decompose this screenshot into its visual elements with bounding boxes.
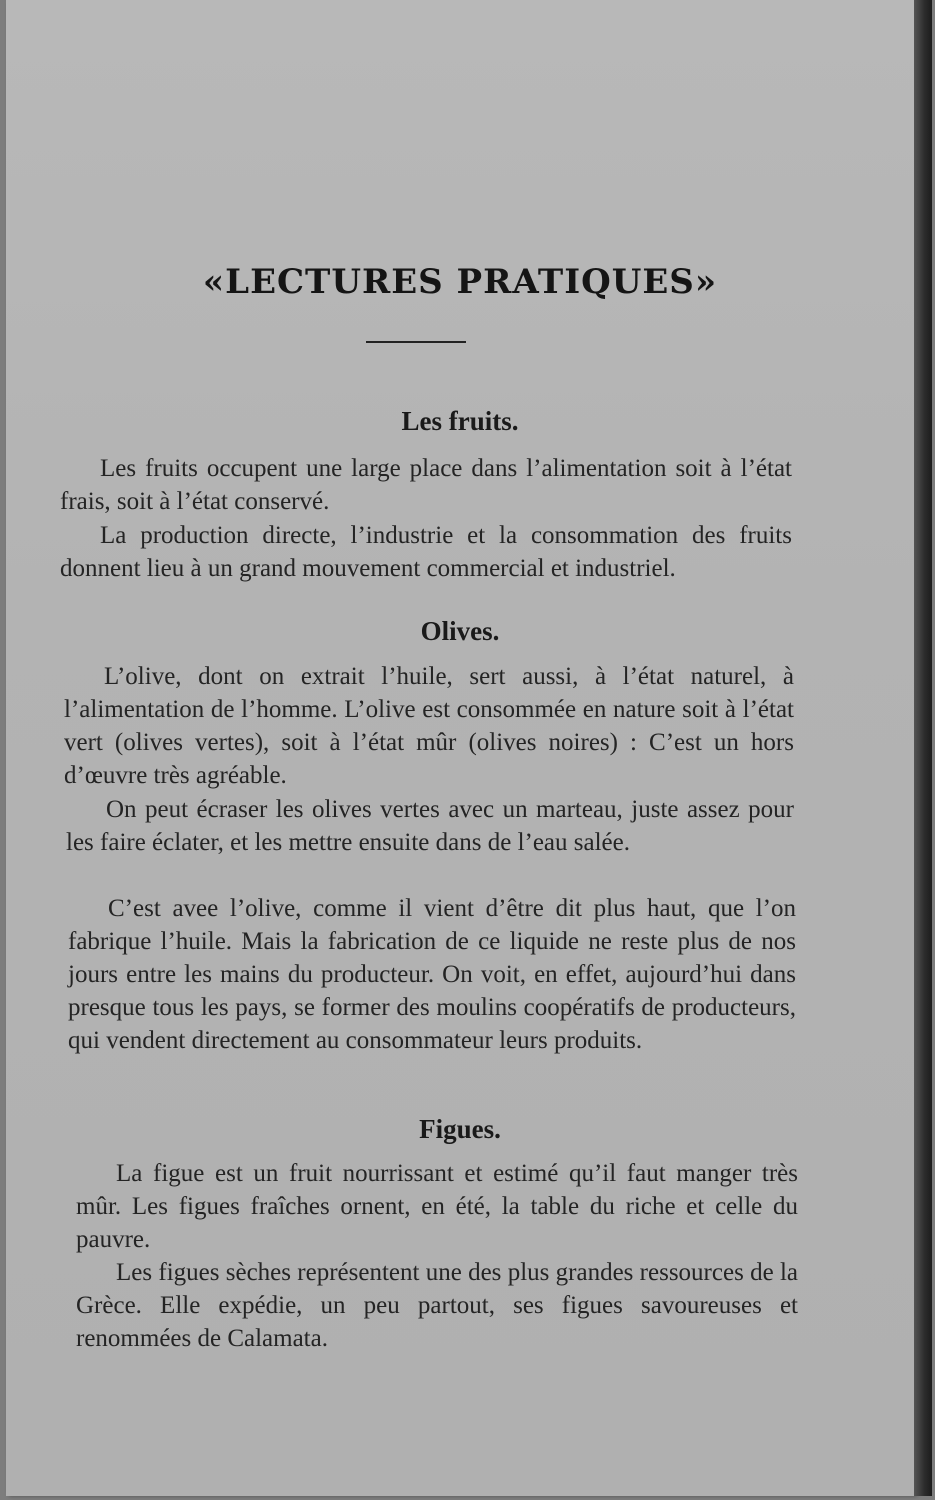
paragraph-figues-1: La figue est un fruit nourrissant et estimé qu’il faut manger très mûr. Les figues fraîches ornent, en été, la table du riche et celle du pauvre.	[76, 1160, 798, 1253]
paragraph-olives-2: On peut écraser les olives vertes avec un marteau, juste assez pour les faire éclater, et les mettre ensuite dans de l’eau salée.	[66, 796, 794, 856]
paragraph-olives-1: L’olive, dont on extrait l’huile, sert aussi, à l’état naturel, à l’alimentation de l’homme. L’olive est consommée en nature soit à l’état vert (olives vertes), soit à l’état mûr (olives noires) : C’est un hors d’œuvre très agréable.	[64, 663, 794, 789]
heading-olives: Olives.	[420, 616, 500, 646]
title-divider	[366, 341, 466, 343]
paragraph-fruits-1: Les fruits occupent une large place dans l’alimentation soit à l’état frais, soit à l’état conservé.	[60, 455, 792, 515]
book-page	[6, 0, 914, 1496]
heading-fruits: Les fruits.	[401, 406, 519, 436]
paragraph-figues-2: Les figues sèches représentent une des plus grandes ressources de la Grèce. Elle expédie, un peu partout, ses figues savoureuses et renommées de Calamata.	[76, 1259, 798, 1352]
paragraph-fruits-2: La production directe, l’industrie et la consommation des fruits donnent lieu à un grand mouvement commercial et industriel.	[60, 522, 792, 582]
paragraph-olives-3: C’est avee l’olive, comme il vient d’être dit plus haut, que l’on fabrique l’huile. Mais la fabrication de ce liquide ne reste plus de nos jours entre les mains du producteur. On voit, en effet, aujourd’hui dans presque tous les pays, se former des moulins coopératifs de producteurs, qui vendent directement au consommateur leurs produits.	[68, 895, 796, 1054]
heading-figues: Figues.	[419, 1114, 501, 1144]
page-title: «LECTURES PRATIQUES»	[202, 262, 718, 302]
